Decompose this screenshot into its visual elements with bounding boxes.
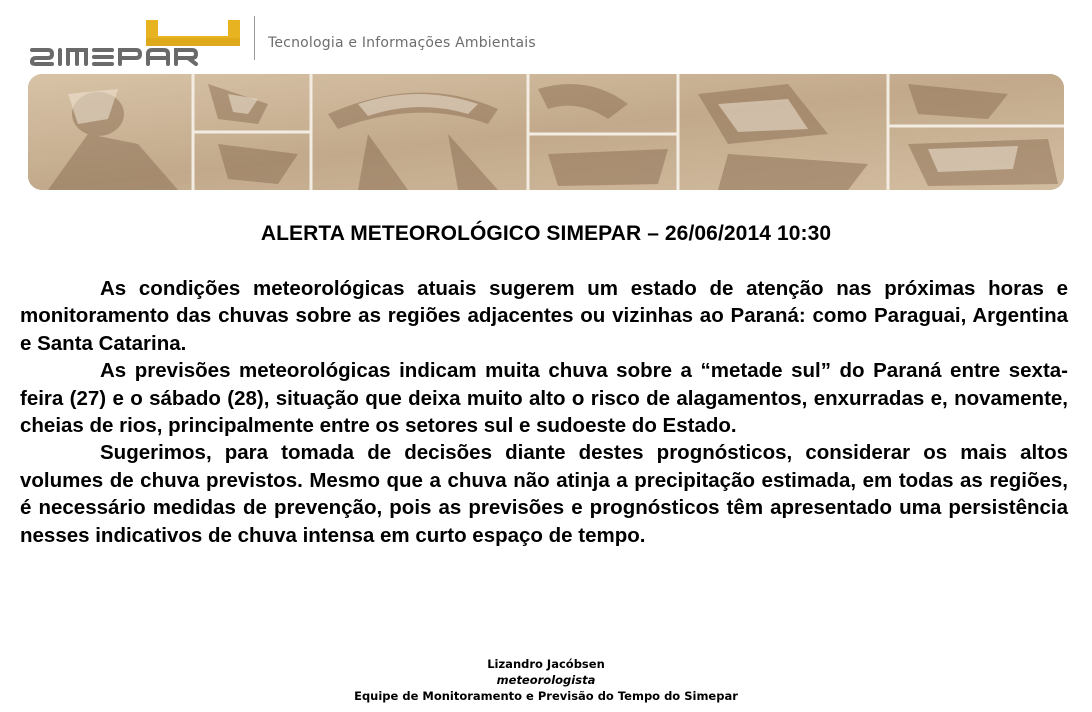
alert-body (20, 275, 1068, 549)
header-banner-image (28, 74, 1064, 190)
signature-block (0, 656, 1092, 704)
signature-name: Lizandro Jacóbsen (487, 657, 605, 671)
simepar-logo (28, 16, 242, 68)
header (0, 0, 1092, 72)
header-tagline: Tecnologia e Informações Ambientais (268, 35, 536, 51)
signature-team: Equipe de Monitoramento e Previsão do Tempo do Simepar (354, 689, 738, 703)
paragraph: As condições meteorológicas atuais sugerem um estado de atenção nas próximas horas e monitoramento das chuvas sobre as regiões adjacentes ou vizinhas ao Paraná: como Paraguai, Argentina e Santa Catarina. (20, 277, 1068, 355)
paragraph: As previsões meteorológicas indicam muita chuva sobre a “metade sul” do Paraná entre sexta-feira (27) e o sábado (28), situação que deixa muito alto o risco de alagamentos, enxurradas e, novamente, cheias de rios, principalmente entre os setores sul e sudoeste do Estado. (20, 359, 1068, 438)
signature-role: meteorologista (496, 673, 596, 687)
alert-title: ALERTA METEOROLÓGICO SIMEPAR – 26/06/2014 10:30 (260, 222, 832, 245)
paragraph: Sugerimos, para tomada de decisões diante destes prognósticos, considerar os mais altos volumes de chuva previstos. Mesmo que a chuva não atinja a precipitação estimada, em todas as regiões, é necessário medidas de prevenção, pois as previsões e prognósticos têm apresentado uma persistência nesses indicativos de chuva intensa em curto espaço de tempo. (20, 441, 1068, 547)
header-divider (254, 16, 255, 60)
